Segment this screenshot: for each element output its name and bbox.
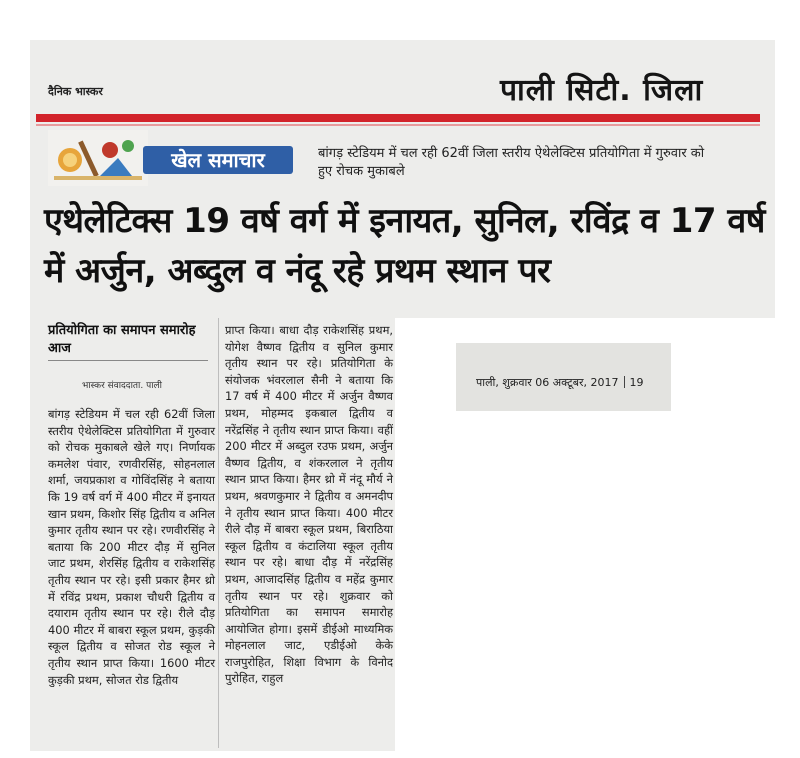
masthead-thin-rule — [36, 124, 760, 126]
column-divider — [218, 318, 219, 748]
article-byline: भास्कर संवाददाता. पाली — [82, 381, 162, 391]
edition-title: पाली सिटी. जिला — [500, 73, 704, 108]
masthead-red-rule — [36, 114, 760, 122]
page-separator — [624, 376, 625, 388]
page-date: पाली, शुक्रवार 06 अक्टूबर, 2017 — [476, 376, 619, 389]
sports-collage-icon — [48, 130, 148, 186]
page-number: 19 — [629, 376, 644, 389]
article-headline: एथेलेटिक्स 19 वर्ष वर्ग में इनायत, सुनिल, रविंद्र व 17 वर्ष में अर्जुन, अब्दुल व नंदू रहे प्रथम स्थान पर — [44, 201, 765, 291]
article-body-right-column: प्राप्त किया। बाधा दौड़ राकेशसिंह प्रथम, योगेश वैष्णव द्वितीय व सुनिल कुमार तृतीय स्थान पर रहे। प्रतियोगिता के संयोजक भंवरलाल सैनी ने बताया कि 17 वर्ष में 400 मीटर में अर्जुन वैष्णव प्रथम, मोहम्मद इकबाल द्वितीय व नरेंद्रसिंह ने तृतीय स्थान प्राप्त किया। वहीं 200 मीटर में अब्दुल रउफ प्रथम, अर्जुन वैष्णव द्वितीय, व शंकरलाल ने तृतीय स्थान प्राप्त किया। हैमर थ्रो में नंदू मौर्य ने प्रथम, श्रवणकुमार ने द्वितीय व अमनदीप ने तृतीय स्थान प्राप्त किया। 400 मीटर रीले दौड़ में बाबरा स्कूल प्रथम, बिराठिया स्कूल द्वितीय व कंटालिया स्कूल तृतीय स्थान पर रहे। बाधा दौड़ में नरेंद्रसिंह प्रथम, आजादसिंह द्वितीय व महेंद्र कुमार तृतीय स्थान पर रहे। शुक्रवार को प्रतियोगिता का समापन समारोह आयोजित होगा। इसमें डीईओ माध्यमिक मोहनलाल जाट, एडीईओ केके राजपुरोहित, शिक्षा विभाग के विनोद पुरोहित, राहुल — [225, 323, 393, 686]
page-info-clipping — [456, 343, 671, 411]
publication-name: दैनिक भास्कर — [48, 85, 103, 98]
page-date-line — [476, 375, 644, 390]
article-kicker: बांगड़ स्टेडियम में चल रही 62वीं जिला स्तरीय ऐथेलेक्टिस प्रतियोगिता में गुरुवार को हुए रोचक मुकाबले — [318, 146, 705, 179]
article-subhead: प्रतियोगिता का समापन समारोह आज — [48, 323, 196, 356]
section-label: खेल समाचार — [143, 146, 293, 174]
subhead-rule — [48, 360, 208, 361]
article-body-left-column: बांगड़ स्टेडियम में चल रही 62वीं जिला स्तरीय ऐथेलेक्टिस प्रतियोगिता में गुरुवार को रोचक मुकाबले खेले गए। निर्णायक कमलेश पंवार, रणवीरसिंह, सोहनलाल शर्मा, जयप्रकाश व गोविंदसिंह ने बताया कि 19 वर्ष वर्ग में 400 मीटर में इनायत खान प्रथम, किशोर सिंह द्वितीय व अनिल कुमार तृतीय स्थान पर रहे। रणवीरसिंह ने बताया कि 200 मीटर दौड़ में सुनिल जाट प्रथम, शेरसिंह द्वितीय व राकेशसिंह तृतीय स्थान पर रहे। इसी प्रकार हैमर थ्रो में रविंद्र प्रथम, प्रकाश चौधरी द्वितीय व दयाराम तृतीय स्थान पर रहे। रीले दौड़ 400 मीटर में बाबरा स्कूल प्रथम, कुड़की स्कूल द्वितीय व सोजत रोड स्कूल ने तृतीय स्थान प्राप्त किया। 1600 मीटर कुड़की प्रथम, सोजत रोड द्वितीय — [48, 407, 215, 687]
section-banner — [48, 130, 300, 186]
